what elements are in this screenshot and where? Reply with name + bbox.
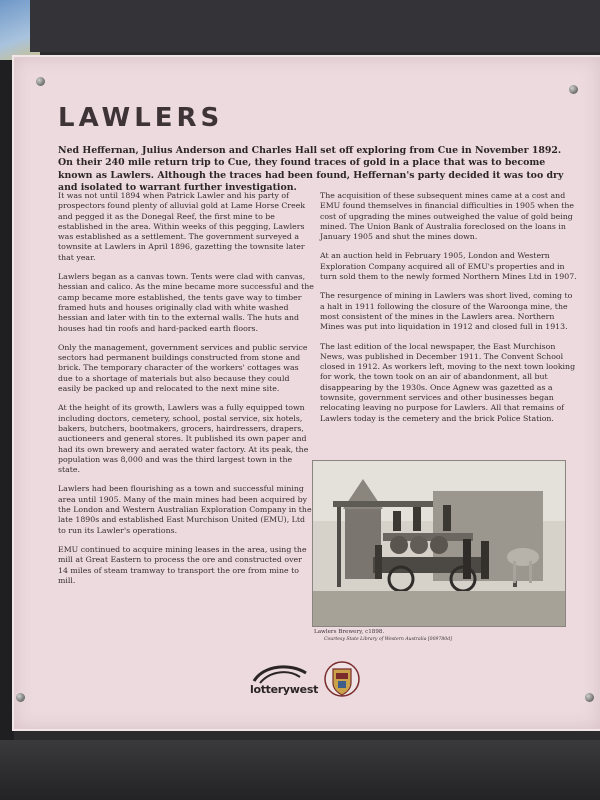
sign-frame-top	[30, 0, 600, 52]
plaque-title: LAWLERS	[58, 103, 224, 133]
body-paragraph: Only the management, government services and public service sectors had permanent buildings constructed from stone and brick. The temporary character of the workers' cottages was due to a shortage of materials but also because they could easily be packed up and relocated to the next mine site.	[58, 342, 308, 394]
screw-icon	[569, 85, 578, 94]
lotterywest-logo-text: lotterywest	[250, 683, 319, 696]
body-paragraph: At an auction held in February 1905, London and Western Exploration Company acquired all of EMU's properties and in turn sold them to the newly formed Northern Mines Ltd in 1907.	[320, 251, 577, 282]
ground	[0, 740, 600, 800]
lotterywest-swoosh-icon	[250, 663, 312, 685]
body-paragraph: The resurgence of mining in Lawlers was short lived, coming to a halt in 1911 following the closure of the Waroonga mine, the most consistent of the mines in the Lawlers area. Northern Mines was put into liquidation in 1912 and closed full in 1913.	[320, 291, 573, 332]
brewery-illustration	[313, 461, 565, 626]
photo-caption	[314, 629, 574, 643]
photo-credit: Courtesy State Library of Western Australia [009780d]	[324, 637, 452, 643]
screw-icon	[36, 77, 45, 86]
brewery-photo	[312, 460, 566, 627]
body-paragraph: Lawlers had been flourishing as a town and successful mining area until 1905. Many of the main mines had been acquired by the London and Western Australian Exploration Company in the late 1890s and established East Murchison United (EMU), Ltd to run its Lawler's operations.	[58, 484, 312, 535]
screw-icon	[585, 693, 594, 702]
body-paragraph: Lawlers began as a canvas town. Tents were clad with canvas, hessian and calico. As the mine became more successful and the camp became more established, the tents gave way to timber framed huts and houses originally clad with white washed hessian and later with tin to the external walls. The huts and houses had tin roofs and hard-packed earth floors.	[58, 272, 314, 333]
left-column	[58, 191, 314, 595]
body-paragraph: At the height of its growth, Lawlers was a fully equipped town including doctors, cemetery, school, postal service, six hotels, bakers, butchers, bootmakers, grocers, hairdressers, drapers, auctioneers and general stores. It published its own paper and had its own brewery and aerated water factory. At its peak, the population was 8,000 and was the third largest town in the state.	[58, 403, 309, 475]
right-column	[320, 191, 578, 433]
body-paragraph: The acquisition of these subsequent mines came at a cost and EMU found themselves in financial difficulties in 1905 when the cost of upgrading the mines outweighed the value of gold being mined. The Union Bank of Australia foreclosed on the loans in January 1905 and shut the mines down.	[320, 191, 574, 242]
information-plaque	[12, 55, 600, 731]
body-paragraph: The last edition of the local newspaper, the East Murchison News, was published in December 1911. The Convent School closed in 1912. As workers left, moving to the next town looking for work, the town took on an air of abandonment, all but disappearing by the 1930s. Once Agnew was gazetted as a townsite, government services and other businesses began relocating leaving no purpose for Lawlers. All that remains of Lawlers today is the cemetery and the brick Police Station.	[320, 341, 576, 423]
lotterywest-logo	[250, 663, 319, 699]
shire-crest-icon	[324, 657, 360, 701]
caption-text: Lawlers Brewery, c1898.	[314, 629, 385, 635]
intro-paragraph: Ned Heffernan, Julius Anderson and Charles Hall set off exploring from Cue in November 1892. On their 240 mile return trip to Cue, they found traces of gold in a place that was to become known as Lawlers. Although the traces had been found, Heffernan's party decided it was too dry and isolated to warrant further investigation.	[58, 145, 564, 194]
screw-icon	[16, 693, 25, 702]
body-paragraph: It was not until 1894 when Patrick Lawler and his party of prospectors found plenty of alluvial gold at Lame Horse Creek and pegged it as the Donegal Reef, the first mine to be established in the area. Within weeks of this pegging, Lawlers was established as a settlement. The government surveyed a townsite at Lawlers in April 1896, gazetting the townsite later that year.	[58, 191, 306, 262]
body-paragraph: EMU continued to acquire mining leases in the area, using the mill at Great Eastern to process the ore and constructed over 14 miles of steam tramway to transport the ore from mine to mill.	[58, 544, 307, 585]
